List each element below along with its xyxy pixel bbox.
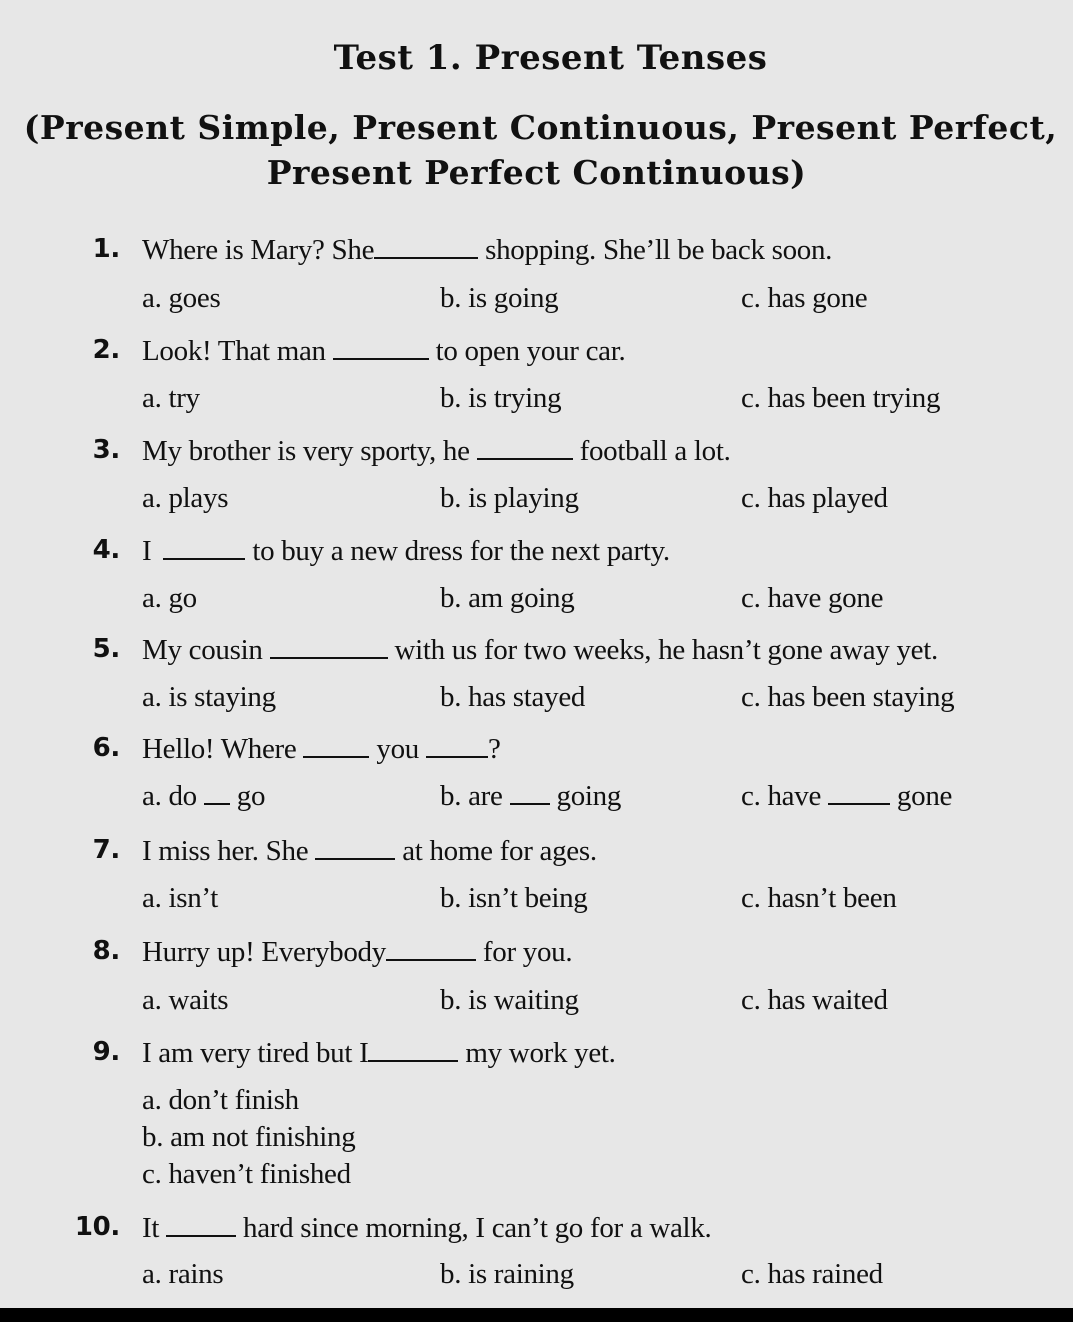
question-text-after: ? <box>487 733 501 765</box>
question-text-before: My brother is very sporty, he <box>142 435 470 467</box>
question-number: 10. <box>74 1212 120 1242</box>
option-b[interactable]: b. is playing <box>440 482 579 514</box>
question-number: 8. <box>92 936 120 966</box>
question-text <box>142 835 597 868</box>
question-number: 4. <box>92 535 120 565</box>
question-text <box>142 733 501 766</box>
option-c[interactable]: c. haven’t finished <box>142 1158 351 1190</box>
answer-blank[interactable] <box>426 736 488 758</box>
question-8 <box>0 936 1073 1036</box>
question-number: 9. <box>92 1037 120 1067</box>
question-4 <box>0 535 1073 635</box>
question-text <box>142 634 938 667</box>
question-text-before: Where is Mary? She <box>142 234 375 266</box>
option-a-after: go <box>236 780 266 812</box>
option-a-before: a. do <box>142 780 197 812</box>
question-text-before: Hello! Where <box>142 733 297 765</box>
question-text-after: for you. <box>482 936 573 968</box>
option-c-before: c. have <box>741 780 822 812</box>
question-7 <box>0 835 1073 935</box>
answer-blank[interactable] <box>368 1040 458 1062</box>
question-text <box>142 435 731 468</box>
option-b[interactable]: b. is trying <box>440 382 562 414</box>
question-number: 3. <box>92 435 120 465</box>
question-text-after: my work yet. <box>465 1037 616 1069</box>
question-text <box>142 234 832 267</box>
answer-blank[interactable] <box>303 736 369 758</box>
answer-blank[interactable] <box>374 237 478 259</box>
option-a[interactable]: a. isn’t <box>142 882 219 914</box>
option-a[interactable]: a. goes <box>142 282 221 314</box>
question-text-before: Hurry up! Everybody <box>142 936 386 968</box>
option-c[interactable]: c. has played <box>741 482 888 514</box>
answer-blank[interactable] <box>333 338 429 360</box>
question-text-after: hard since morning, I can’t go for a walk. <box>243 1212 712 1244</box>
question-number: 5. <box>92 634 120 664</box>
option-b[interactable] <box>440 780 621 813</box>
answer-blank[interactable] <box>315 838 395 860</box>
option-b[interactable]: b. has stayed <box>440 681 586 713</box>
question-1 <box>0 234 1073 334</box>
option-b[interactable]: b. is waiting <box>440 984 579 1016</box>
option-a[interactable]: a. is staying <box>142 681 276 713</box>
answer-blank[interactable] <box>477 438 573 460</box>
answer-blank[interactable] <box>386 939 476 961</box>
option-b[interactable]: b. am not finishing <box>142 1121 356 1153</box>
option-blank <box>828 783 890 805</box>
question-number: 1. <box>92 234 120 264</box>
question-text-before: I am very tired but I <box>142 1037 369 1069</box>
question-text-before: I <box>142 535 152 567</box>
option-c[interactable]: c. has waited <box>741 984 888 1016</box>
option-c[interactable] <box>741 780 952 813</box>
option-a[interactable] <box>142 780 265 813</box>
question-10 <box>0 1212 1073 1312</box>
question-3 <box>0 435 1073 535</box>
option-a[interactable]: a. try <box>142 382 200 414</box>
question-text <box>142 1212 711 1245</box>
option-c-after: gone <box>896 780 953 812</box>
option-blank <box>510 783 550 805</box>
question-text-middle: you <box>376 733 419 765</box>
option-a[interactable]: a. rains <box>142 1258 224 1290</box>
option-c[interactable]: c. have gone <box>741 582 884 614</box>
question-text-after: with us for two weeks, he hasn’t gone away yet. <box>394 634 938 666</box>
option-c[interactable]: c. has rained <box>741 1258 883 1290</box>
option-c[interactable]: c. has gone <box>741 282 868 314</box>
option-a[interactable]: a. waits <box>142 984 229 1016</box>
question-text-before: It <box>142 1212 160 1244</box>
question-text-after: to buy a new dress for the next party. <box>252 535 670 567</box>
option-b-after: going <box>556 780 622 812</box>
question-number: 6. <box>92 733 120 763</box>
question-2 <box>0 335 1073 435</box>
option-blank <box>204 783 230 805</box>
question-number: 2. <box>92 335 120 365</box>
question-text-before: My cousin <box>142 634 263 666</box>
option-b[interactable]: b. is raining <box>440 1258 574 1290</box>
question-5 <box>0 634 1073 734</box>
subtitle-line-1: (Present Simple, Present Continuous, Present Perfect, <box>23 108 1058 147</box>
option-b[interactable]: b. isn’t being <box>440 882 588 914</box>
question-number: 7. <box>92 835 120 865</box>
page-title: Test 1. Present Tenses <box>333 38 768 78</box>
answer-blank[interactable] <box>270 637 388 659</box>
option-a[interactable]: a. plays <box>142 482 229 514</box>
question-text-after: football a lot. <box>579 435 731 467</box>
question-text <box>142 335 625 368</box>
question-text <box>142 1037 616 1070</box>
question-text-after: at home for ages. <box>402 835 597 867</box>
question-text <box>142 936 572 969</box>
option-c[interactable]: c. has been staying <box>741 681 955 713</box>
question-text-after: to open your car. <box>435 335 626 367</box>
question-text-after: shopping. She’ll be back soon. <box>485 234 833 266</box>
option-b[interactable]: b. is going <box>440 282 559 314</box>
option-a[interactable]: a. go <box>142 582 197 614</box>
answer-blank[interactable] <box>166 1215 236 1237</box>
subtitle-line-2: Present Perfect Continuous) <box>266 153 807 192</box>
option-c[interactable]: c. hasn’t been <box>741 882 897 914</box>
answer-blank[interactable] <box>163 538 245 560</box>
option-b[interactable]: b. am going <box>440 582 575 614</box>
question-6 <box>0 733 1073 833</box>
question-9 <box>0 1037 1073 1197</box>
option-b-before: b. are <box>440 780 503 812</box>
question-text-before: Look! That man <box>142 335 326 367</box>
question-text <box>142 535 670 568</box>
option-c[interactable]: c. has been trying <box>741 382 941 414</box>
question-text-before: I miss her. She <box>142 835 309 867</box>
option-a[interactable]: a. don’t finish <box>142 1084 299 1116</box>
